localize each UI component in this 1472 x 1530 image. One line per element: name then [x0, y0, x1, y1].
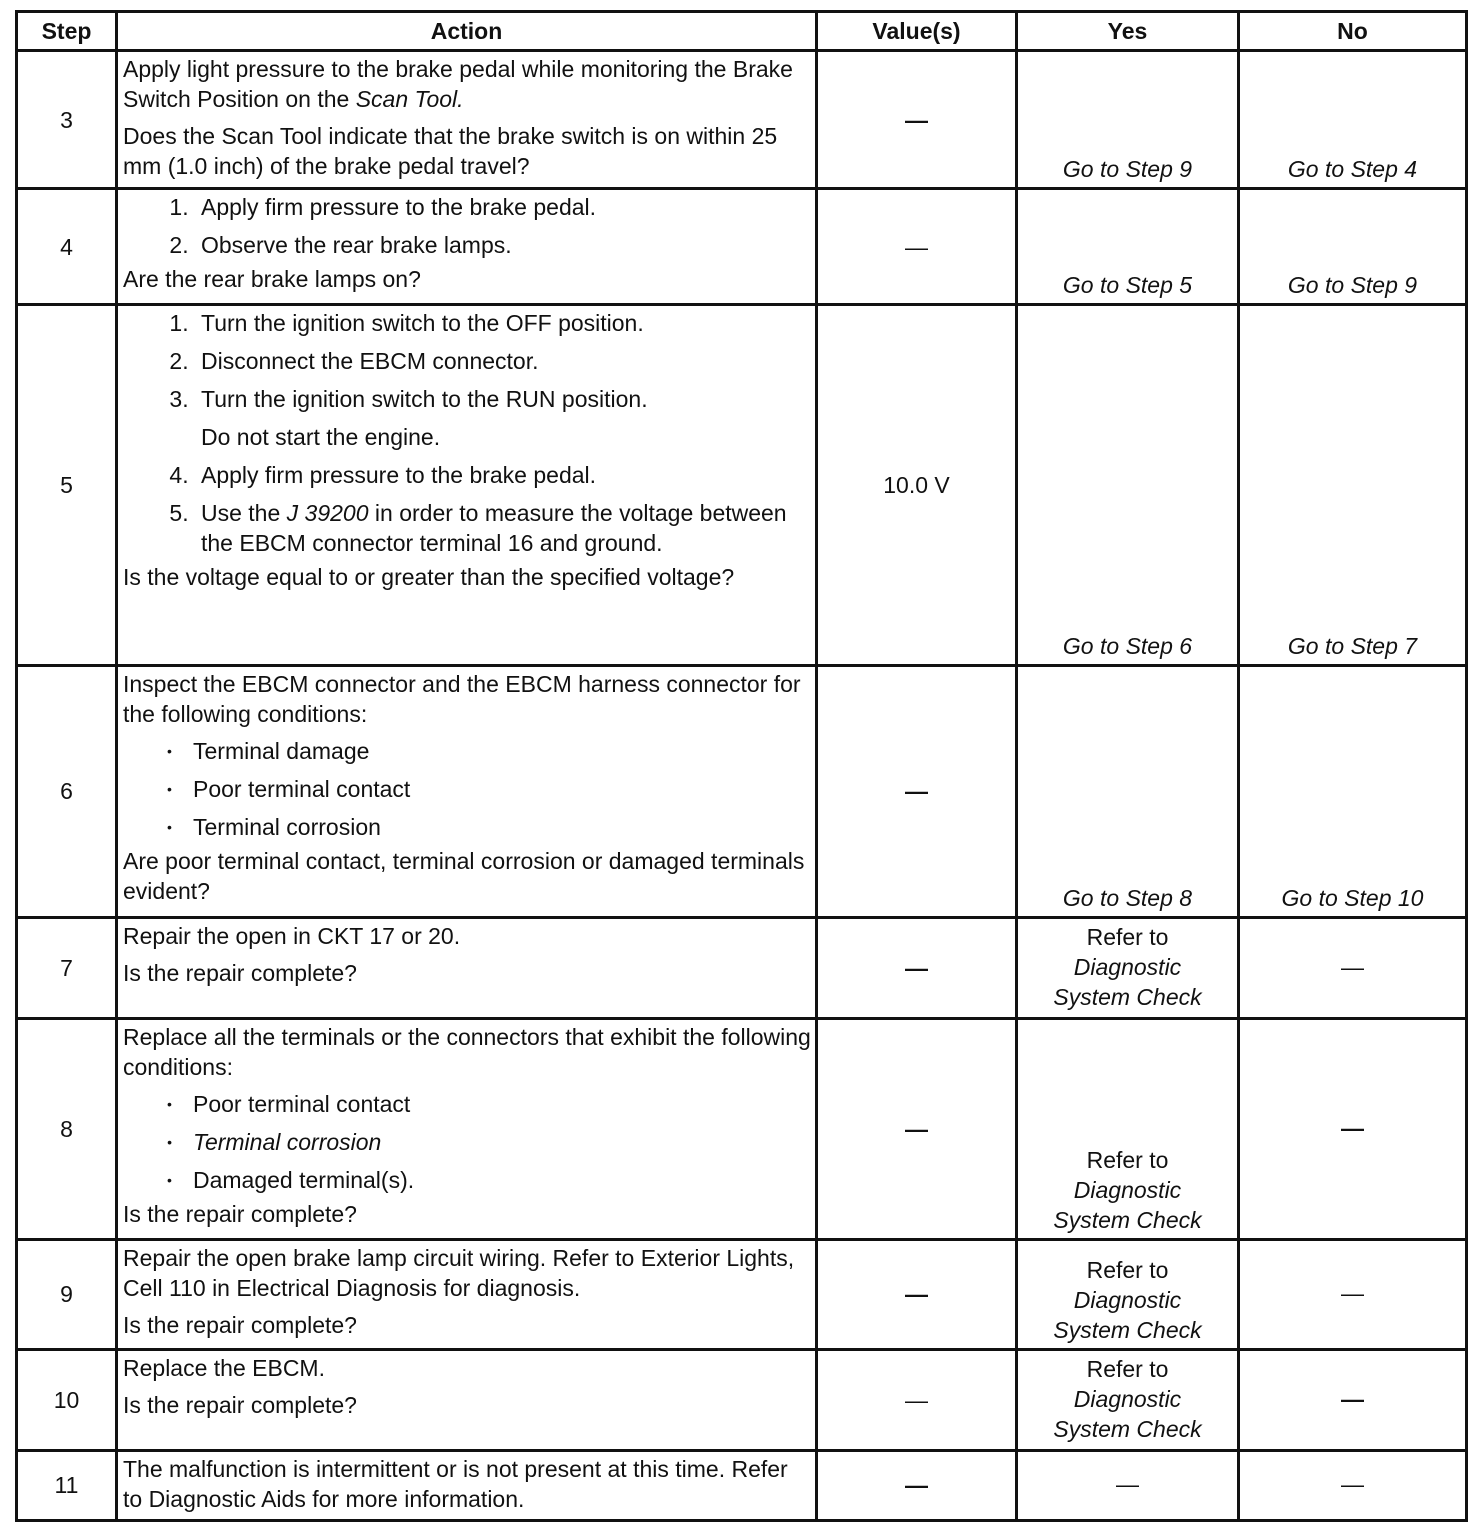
- yes-cell: [1017, 1239, 1239, 1349]
- no-cell: Go to Step 4: [1239, 51, 1467, 189]
- action-text: Inspect the EBCM connector and the EBCM harness connector for the following conditions:: [123, 670, 801, 727]
- table-row: [17, 1349, 1467, 1450]
- step-number: 8: [17, 1019, 117, 1239]
- action-cell: [117, 1019, 817, 1239]
- table-row: [17, 1239, 1467, 1349]
- header-row: [17, 12, 1467, 51]
- value-dash: —: [905, 233, 928, 260]
- no-cell: Go to Step 9: [1239, 189, 1467, 305]
- header-value: Value(s): [817, 12, 1017, 51]
- list-item: • Damaged terminal(s).: [193, 1165, 811, 1195]
- no-dash: —: [1341, 1385, 1364, 1412]
- table-row: [17, 665, 1467, 917]
- step-number: 5: [17, 305, 117, 665]
- value-cell: [817, 189, 1017, 305]
- yes-cell: [1017, 1450, 1239, 1520]
- tool-ref: J 39200: [286, 500, 369, 527]
- refer-text: Refer to: [1086, 1355, 1169, 1382]
- no-cell: [1239, 1450, 1467, 1520]
- yes-cell: Go to Step 6: [1017, 305, 1239, 665]
- list-item-text: Turn the ignition switch to the RUN position.: [201, 386, 648, 413]
- action-text-part: Apply light pressure to the brake pedal while monitoring the Brake Switch Position on the: [123, 56, 793, 112]
- value-dash: —: [905, 1472, 928, 1499]
- table-row: [17, 51, 1467, 189]
- action-text: The malfunction is intermittent or is not present at this time. Refer to Diagnostic Aids for more information.: [123, 1455, 788, 1512]
- action-cell: [117, 918, 817, 1019]
- question-text: Is the voltage equal to or greater than the specified voltage?: [123, 564, 735, 591]
- no-cell: [1239, 1019, 1467, 1239]
- list-item: [195, 384, 811, 452]
- list-item: • Terminal damage: [193, 736, 811, 766]
- question-text: Is the repair complete?: [123, 1391, 357, 1418]
- header-action: Action: [117, 12, 817, 51]
- step-number: 7: [17, 918, 117, 1019]
- refer-text: Refer to: [1086, 924, 1169, 951]
- step-number: 9: [17, 1239, 117, 1349]
- refer-link: System Check: [1053, 984, 1202, 1011]
- table-row: [17, 1450, 1467, 1520]
- list-item: 1. Turn the ignition switch to the OFF position.: [195, 308, 811, 338]
- value-cell: [817, 1450, 1017, 1520]
- value-cell: 10.0 V: [817, 305, 1017, 665]
- value-dash: —: [905, 1281, 928, 1308]
- list-item: • Terminal corrosion: [193, 812, 811, 842]
- action-text: Replace all the terminals or the connectors that exhibit the following conditions:: [123, 1024, 811, 1081]
- value-dash: —: [905, 1386, 928, 1413]
- question-text: Are poor terminal contact, terminal corrosion or damaged terminals evident?: [123, 847, 805, 904]
- value-cell: [817, 665, 1017, 917]
- list-item: • Poor terminal contact: [193, 774, 811, 804]
- header-no: No: [1239, 12, 1467, 51]
- yes-dash: —: [1116, 1471, 1139, 1498]
- list-item: 4. Apply firm pressure to the brake pedal.: [195, 460, 811, 490]
- value-cell: [817, 1019, 1017, 1239]
- no-cell: Go to Step 10: [1239, 665, 1467, 917]
- action-text: Repair the open in CKT 17 or 20.: [123, 923, 461, 950]
- action-text: Replace the EBCM.: [123, 1354, 325, 1381]
- action-cell: [117, 51, 817, 189]
- refer-text: Refer to: [1086, 1146, 1169, 1173]
- value-dash: —: [905, 1115, 928, 1142]
- action-text: [123, 54, 811, 114]
- no-cell: [1239, 1239, 1467, 1349]
- refer-link: Diagnostic: [1073, 1286, 1182, 1313]
- action-cell: [117, 665, 817, 917]
- list-item: • Poor terminal contact: [193, 1089, 811, 1119]
- refer-link: System Check: [1053, 1206, 1202, 1233]
- list-item-text: in order to measure the voltage between the EBCM connector terminal 16 and ground.: [201, 500, 787, 557]
- value-cell: [817, 918, 1017, 1019]
- action-cell: [117, 305, 817, 665]
- yes-cell: Go to Step 9: [1017, 51, 1239, 189]
- yes-cell: Go to Step 5: [1017, 189, 1239, 305]
- list-item: [195, 498, 811, 558]
- value-dash: —: [905, 778, 928, 805]
- diagnostic-table: [15, 10, 1468, 1522]
- refer-link: Diagnostic: [1073, 1176, 1182, 1203]
- yes-cell: [1017, 918, 1239, 1019]
- no-dash: —: [1341, 1471, 1364, 1498]
- table-row: [17, 1019, 1467, 1239]
- scan-tool-ref: Scan Tool.: [355, 86, 464, 112]
- question-text: Does the Scan Tool indicate that the brake switch is on within 25 mm (1.0 inch) of the brake pedal travel?: [123, 123, 778, 179]
- value-cell: [817, 51, 1017, 189]
- action-text: Repair the open brake lamp circuit wiring. Refer to Exterior Lights, Cell 110 in Electrical Diagnosis for diagnosis.: [123, 1244, 795, 1301]
- refer-text: Refer to: [1086, 1256, 1169, 1283]
- table-row: [17, 305, 1467, 665]
- question-text: Is the repair complete?: [123, 960, 357, 987]
- question-text: Are the rear brake lamps on?: [123, 266, 421, 293]
- refer-link: System Check: [1053, 1415, 1202, 1442]
- list-item: 2. Observe the rear brake lamps.: [195, 230, 811, 260]
- table-row: [17, 189, 1467, 305]
- no-dash: —: [1341, 1114, 1364, 1141]
- yes-cell: [1017, 1019, 1239, 1239]
- value-dash: —: [905, 955, 928, 982]
- step-number: 4: [17, 189, 117, 305]
- no-cell: Go to Step 7: [1239, 305, 1467, 665]
- step-number: 3: [17, 51, 117, 189]
- question-text: Is the repair complete?: [123, 1311, 357, 1338]
- list-item-note: Do not start the engine.: [201, 424, 441, 451]
- no-dash: —: [1341, 954, 1364, 981]
- action-cell: [117, 189, 817, 305]
- list-item: 1. Apply firm pressure to the brake pedal.: [195, 192, 811, 222]
- action-cell: [117, 1239, 817, 1349]
- question-text: Is the repair complete?: [123, 1201, 357, 1228]
- action-cell: [117, 1450, 817, 1520]
- yes-cell: Go to Step 8: [1017, 665, 1239, 917]
- step-number: 6: [17, 665, 117, 917]
- yes-cell: [1017, 1349, 1239, 1450]
- value-cell: [817, 1239, 1017, 1349]
- no-dash: —: [1341, 1280, 1364, 1307]
- value-cell: [817, 1349, 1017, 1450]
- list-item: • Terminal corrosion: [193, 1127, 811, 1157]
- action-cell: [117, 1349, 817, 1450]
- list-item: 2. Disconnect the EBCM connector.: [195, 346, 811, 376]
- header-step: Step: [17, 12, 117, 51]
- refer-link: Diagnostic: [1073, 1385, 1182, 1412]
- table-row: [17, 918, 1467, 1019]
- step-number: 11: [17, 1450, 117, 1520]
- no-cell: [1239, 918, 1467, 1019]
- value-dash: —: [905, 106, 928, 133]
- header-yes: Yes: [1017, 12, 1239, 51]
- refer-link: System Check: [1053, 1316, 1202, 1343]
- step-number: 10: [17, 1349, 117, 1450]
- refer-link: Diagnostic: [1073, 954, 1182, 981]
- no-cell: [1239, 1349, 1467, 1450]
- list-item-text: Use the: [201, 500, 287, 527]
